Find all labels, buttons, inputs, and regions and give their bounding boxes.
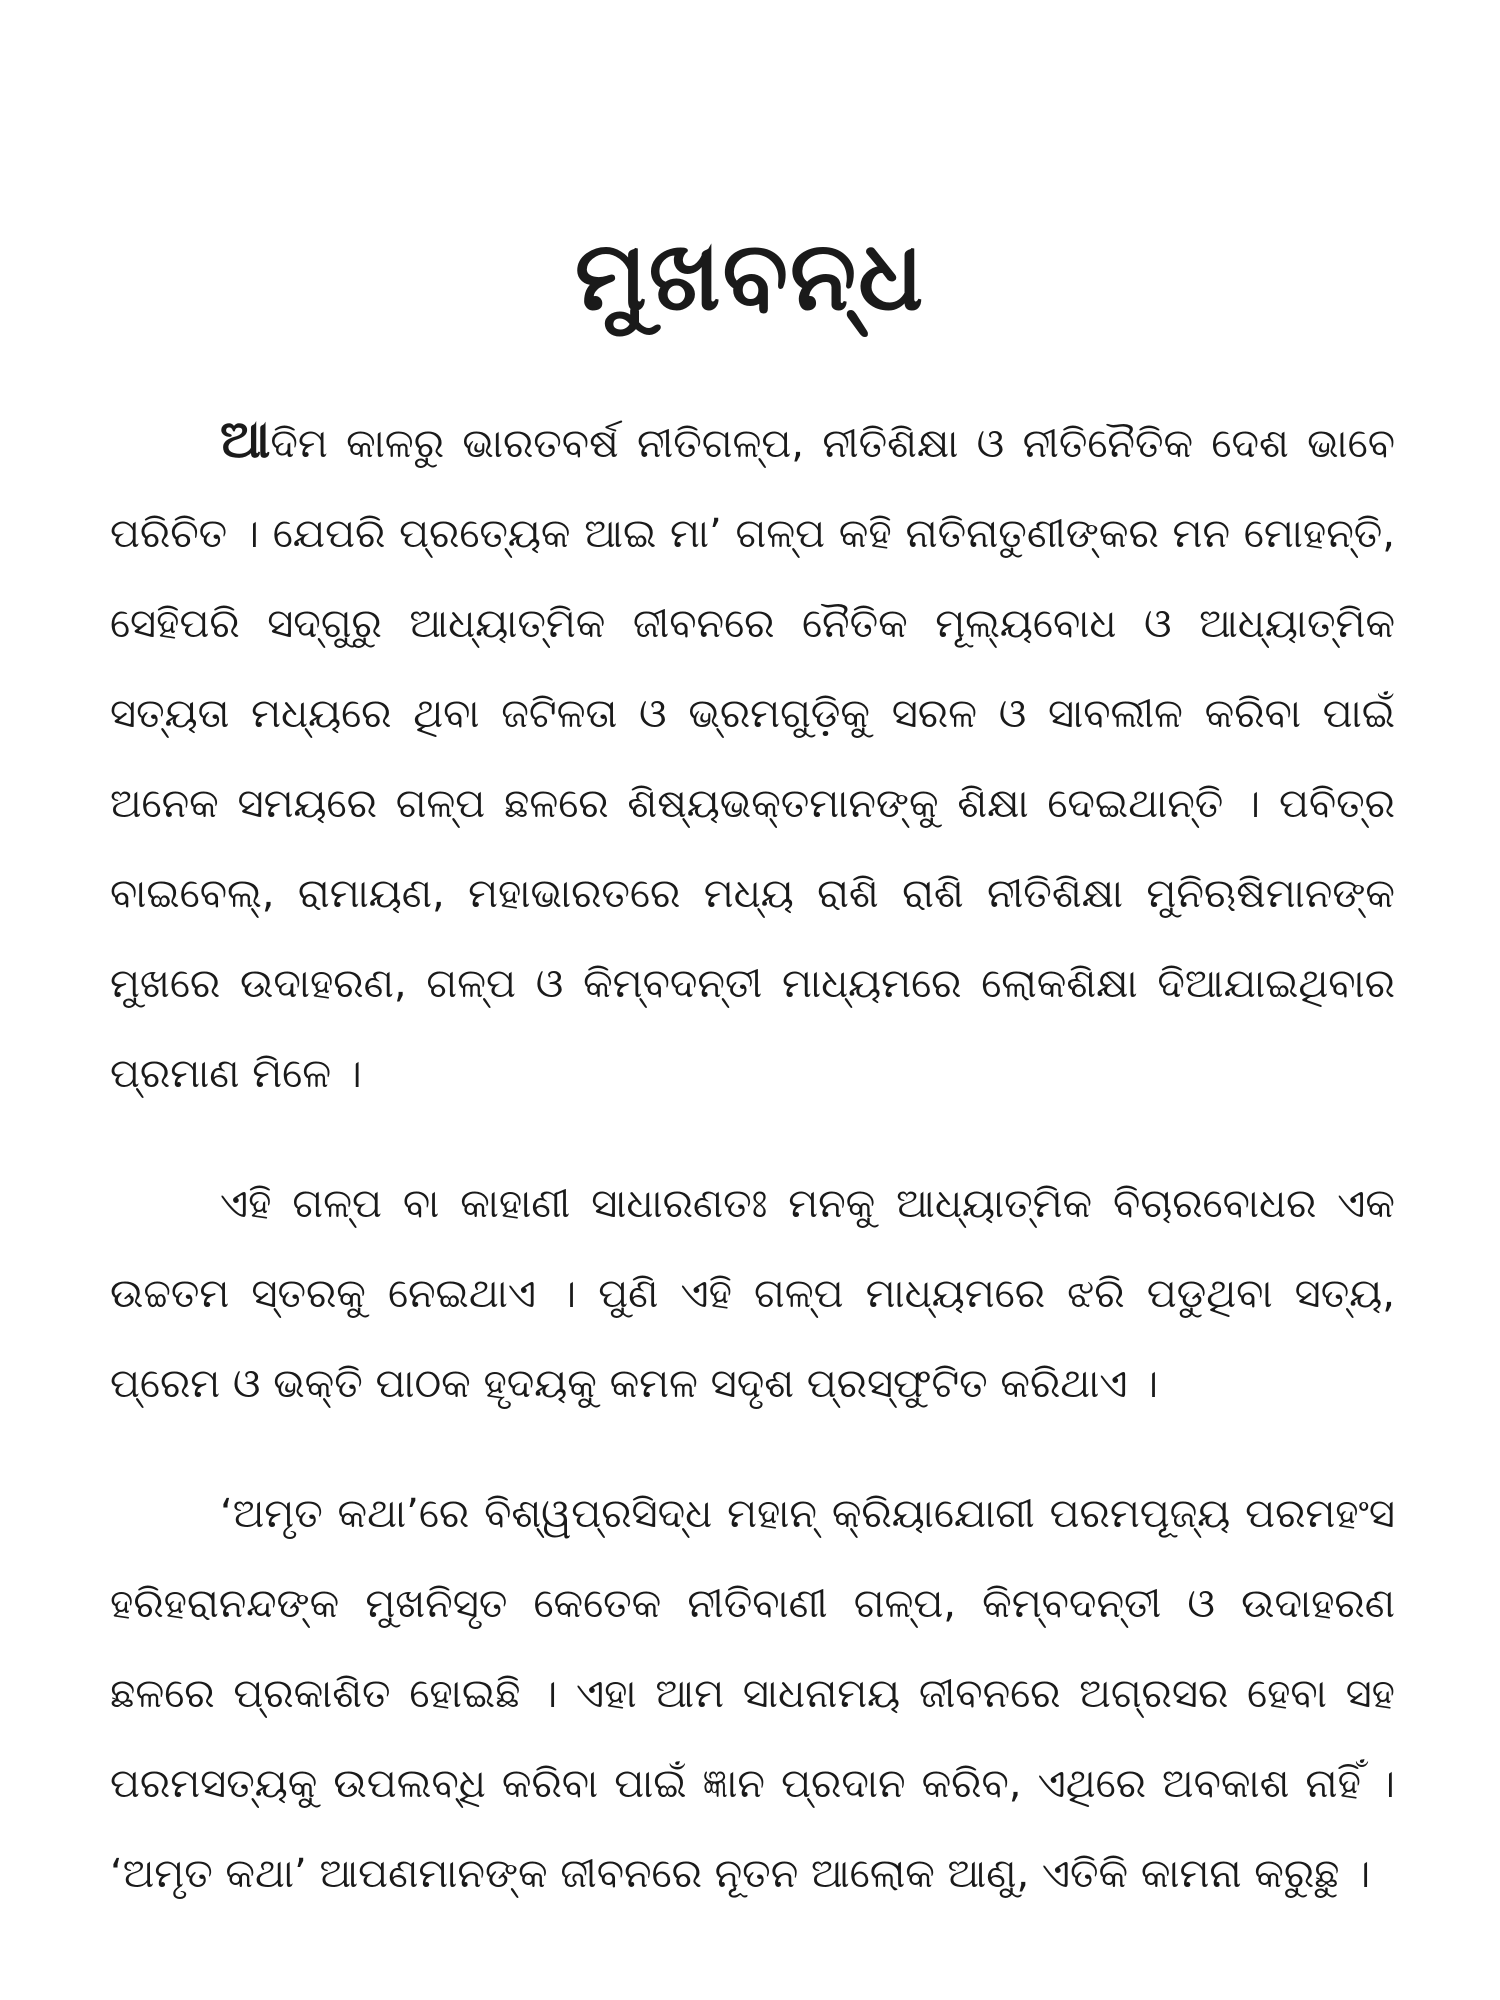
paragraph-2-text: ଏହି ଗଳ୍ପ ବା କାହାଣୀ ସାଧାରଣତଃ ମନକୁ ଆଧ୍ୟାତ୍ମିକ ବିଚାରବୋଧର ଏକ ଉଚ୍ଚତମ ସ୍ତରକୁ ନେଇଥାଏ । ପୁଣି ଏହି ଗଳ୍ପ ମାଧ୍ୟମରେ ଝରି ପଡୁଥିବା ସତ୍ୟ, ପ୍ରେମ ଓ ଭକ୍ତି ପାଠକ ହୃଦୟକୁ କମଳ ସଦୃଶ ପ୍ରସ୍ଫୁଟିତ କରିଥାଏ । (110, 1181, 1395, 1407)
paragraph-2 (110, 1159, 1395, 1429)
page-title: ମୁଖବନ୍ଧ (574, 220, 926, 333)
drop-cap: ଆ (220, 410, 271, 470)
paragraph-1-text: ଦିମ କାଳରୁ ଭାରତବର୍ଷ ନୀତିଗଳ୍ପ, ନୀତିଶିକ୍ଷା ଓ ନୀତିନୈତିକ ଦେଶ ଭାବେ ପରିଚିତ । ଯେପରି ପ୍ରତ୍ୟେକ ଆଇ ମା’ ଗଳ୍ପ କହି ନାତିନାତୁଣୀଙ୍କର ମନ ମୋହନ୍ତି, ସେହିପରି ସଦ୍‌ଗୁରୁ ଆଧ୍ୟାତ୍ମିକ ଜୀବନରେ ନୈତିକ ମୂଲ୍ୟବୋଧ ଓ ଆଧ୍ୟାତ୍ମିକ ସତ୍ୟତା ମଧ୍ୟରେ ଥିବା ଜଟିଳତା ଓ ଭ୍ରମଗୁଡ଼ିକୁ ସରଳ ଓ ସାବଲୀଳ କରିବା ପାଇଁ ଅନେକ ସମୟରେ ଗଳ୍ପ ଛଳରେ ଶିଷ୍ୟଭକ୍ତମାନଙ୍କୁ ଶିକ୍ଷା ଦେଇଥାନ୍ତି । ପବିତ୍ର ବାଇବେଲ୍, ରାମାୟଣ, ମହାଭାରତରେ ମଧ୍ୟ ରାଶି ରାଶି ନୀତିଶିକ୍ଷା ମୁନିଋଷିମାନଙ୍କ ମୁଖରେ ଉଦାହରଣ, ଗଳ୍ପ ଓ କିମ୍ବଦନ୍ତୀ ମାଧ୍ୟମରେ ଲୋକଶିକ୍ଷା ଦିଆଯାଇଥିବାର ପ୍ରମାଣ ମିଳେ । (110, 421, 1395, 1097)
paragraph-1 (110, 395, 1395, 1119)
preface-body (110, 395, 1395, 1919)
paragraph-3-text: ‘ଅମୃତ କଥା’ରେ ବିଶ୍ୱପ୍ରସିଦ୍ଧ ମହାନ୍ କ୍ରିୟାଯୋଗୀ ପରମପୂଜ୍ୟ ପରମହଂସ ହରିହରାନନ୍ଦଙ୍କ ମୁଖନିସୃତ କେତେକ ନୀତିବାଣୀ ଗଳ୍ପ, କିମ୍ବଦନ୍ତୀ ଓ ଉଦାହରଣ ଛଳରେ ପ୍ରକାଶିତ ହୋଇଛି । ଏହା ଆମ ସାଧନାମୟ ଜୀବନରେ ଅଗ୍ରସର ହେବା ସହ ପରମସତ୍ୟକୁ ଉପଲବ୍ଧି କରିବା ପାଇଁ ଜ୍ଞାନ ପ୍ରଦାନ କରିବ, ଏଥିରେ ଅବକାଶ ନାହିଁ । ‘ଅମୃତ କଥା’ ଆପଣମାନଙ୍କ ଜୀବନରେ ନୂତନ ଆଲୋକ ଆଣୁ, ଏତିକି କାମନା କରୁଛୁ । (110, 1491, 1395, 1897)
paragraph-3 (110, 1469, 1395, 1919)
